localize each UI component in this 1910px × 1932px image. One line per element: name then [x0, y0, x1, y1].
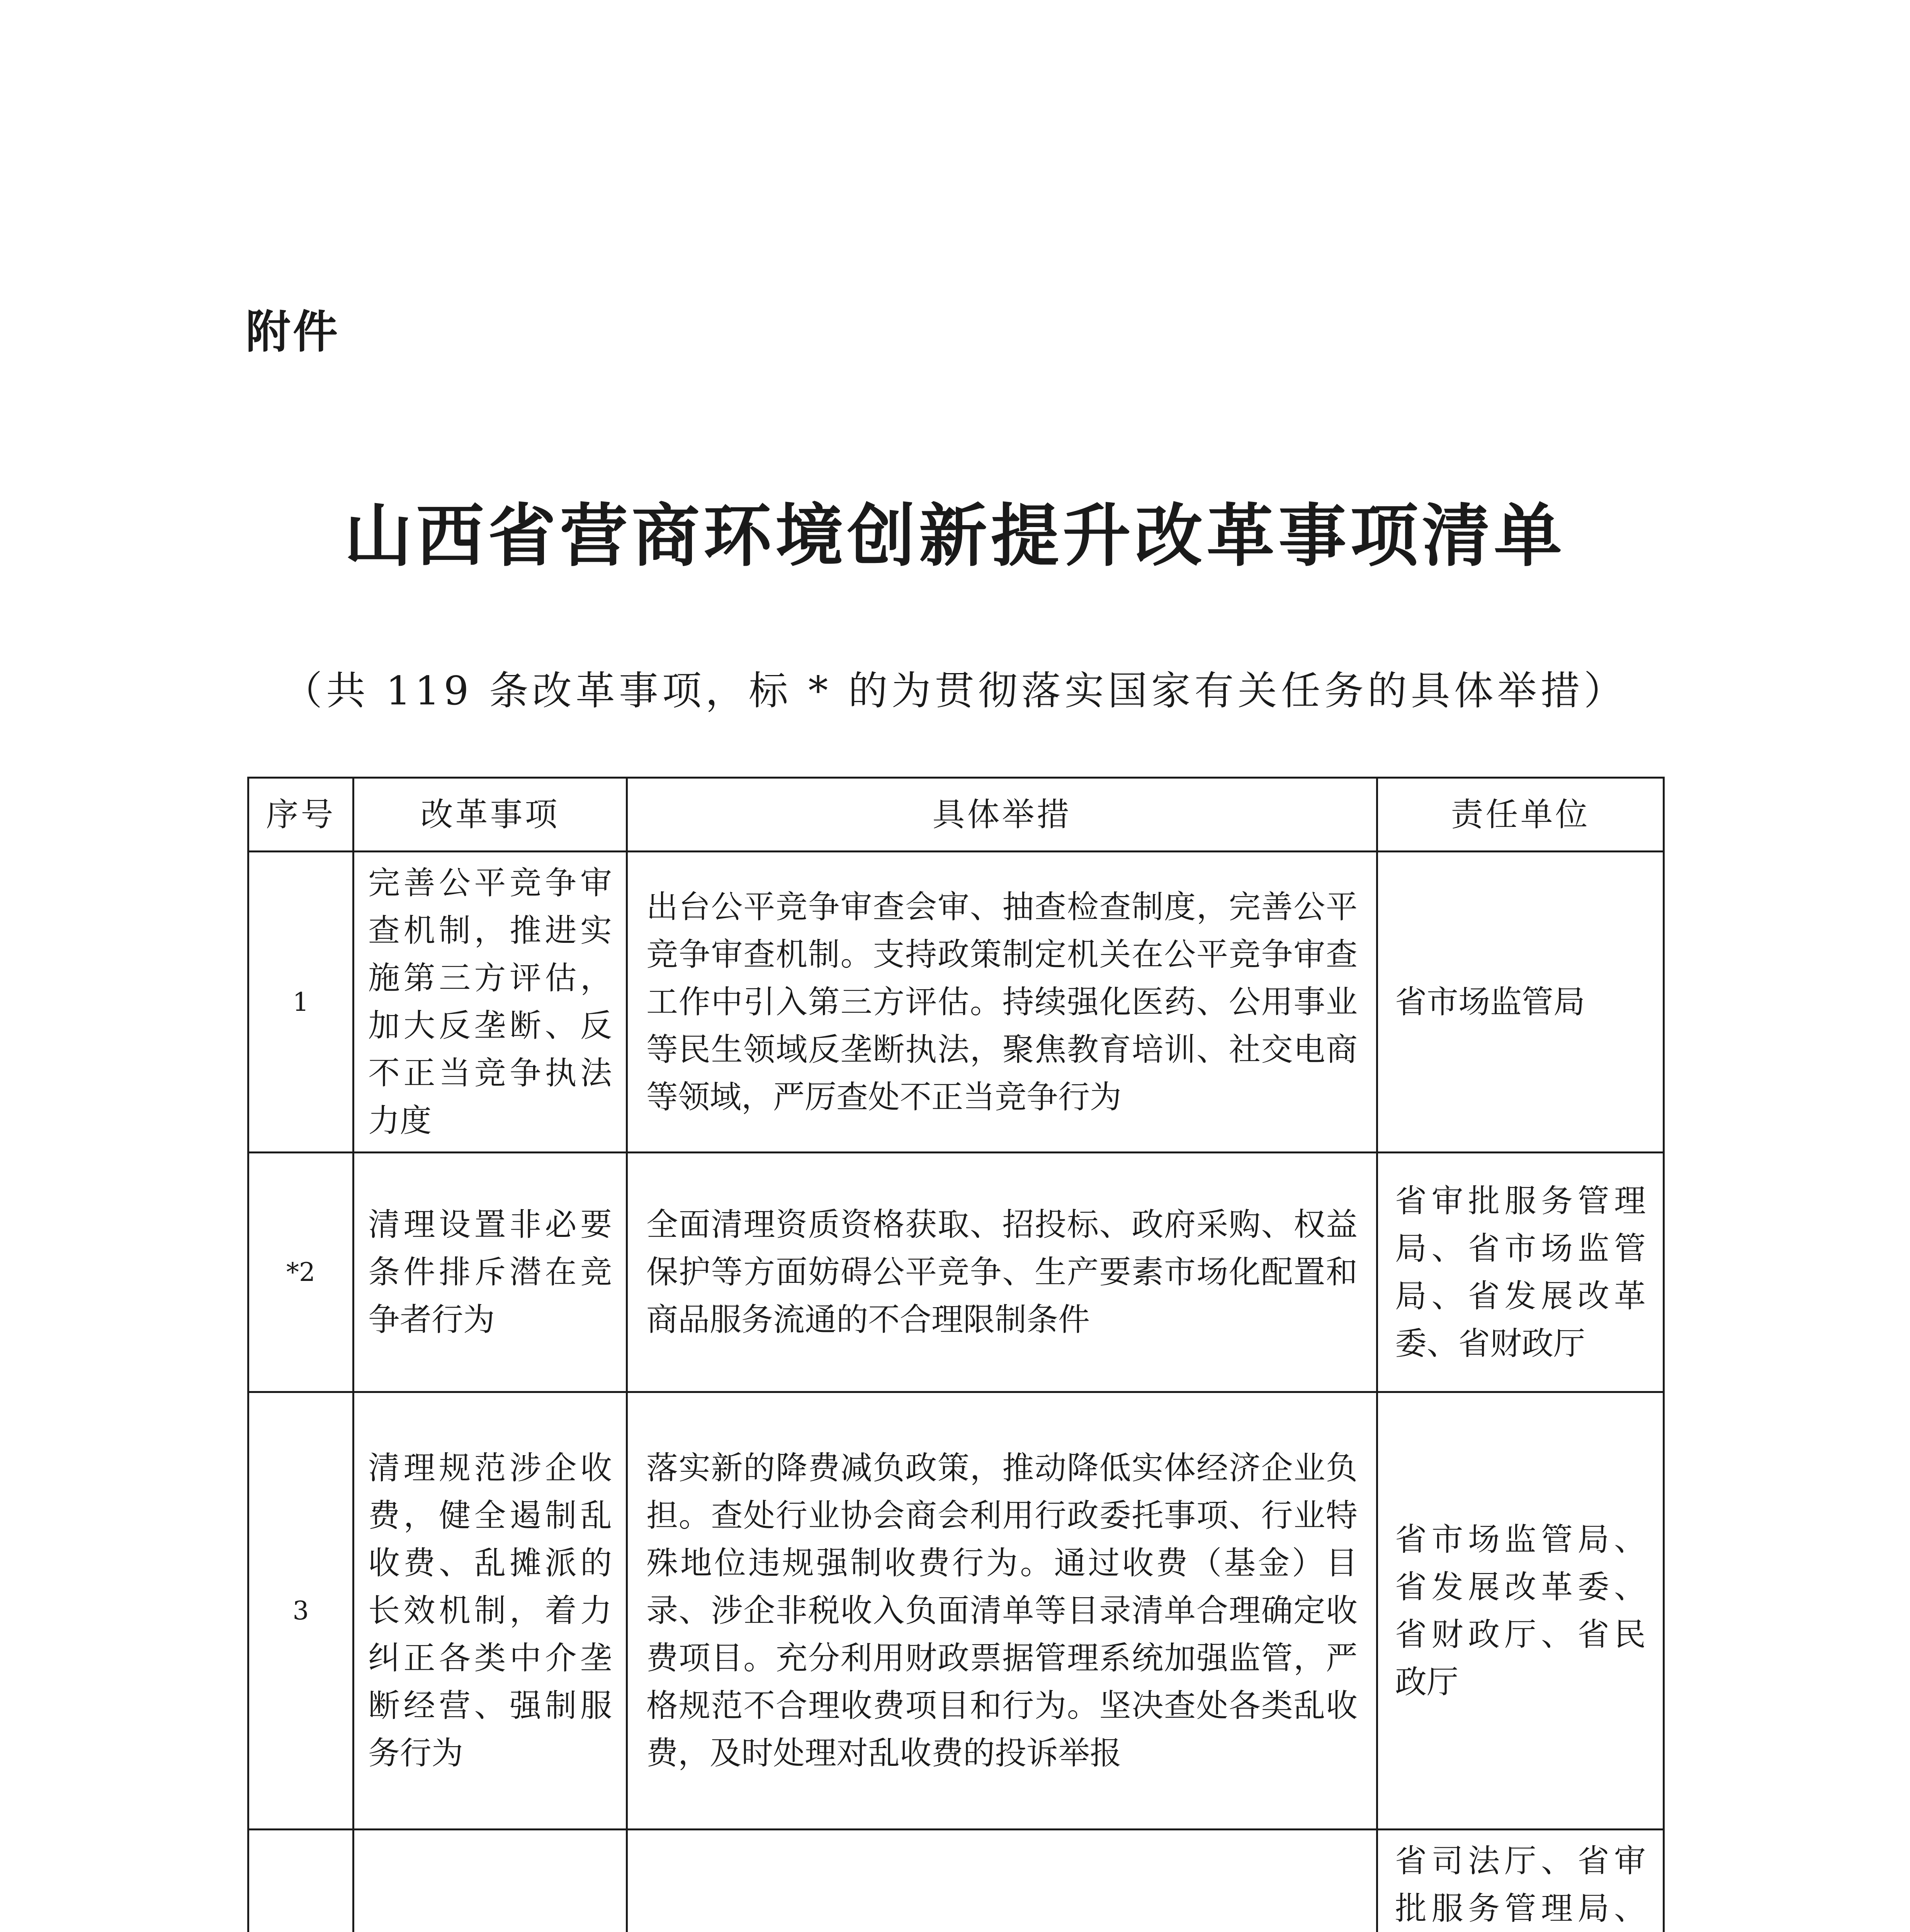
row-measures: 全面清理资质资格获取、招投标、政府采购、权益保护等方面妨碍公平竞争、生产要素市场化配置和商品服务流通的不合理限制条件 — [627, 1153, 1377, 1392]
row-seq — [248, 1830, 353, 1932]
table-header-row — [248, 778, 1664, 852]
table-row — [248, 1830, 1664, 1932]
row-item: 完善公平竞争审查机制，推进实施第三方评估，加大反垄断、反不正当竞争执法力度 — [353, 852, 627, 1153]
attachment-label: 附件 — [246, 306, 340, 358]
row-unit: 省市场监管局 — [1377, 852, 1664, 1153]
table-row — [248, 1392, 1664, 1830]
document-title: 山西省营商环境创新提升改革事项清单 — [344, 496, 1566, 576]
document-subtitle: （共 119 条改革事项，标 * 的为贯彻落实国家有关任务的具体举措） — [283, 668, 1627, 714]
row-measures: 出台公平竞争审查会审、抽查检查制度，完善公平竞争审查机制。支持政策制定机关在公平竞争审查工作中引入第三方评估。持续强化医药、公用事业等民生领域反垄断执法，聚焦教育培训、社交电商等领域，严厉查处不正当竞争行为 — [627, 852, 1377, 1153]
header-seq: 序号 — [248, 778, 353, 852]
row-seq: *2 — [248, 1153, 353, 1392]
header-unit: 责任单位 — [1377, 778, 1664, 852]
row-unit: 省审批服务管理局、省市场监管局、省发展改革委、省财政厅 — [1377, 1153, 1664, 1392]
row-seq: 1 — [248, 852, 353, 1153]
row-unit: 省司法厅、省审批服务管理局、 — [1377, 1830, 1664, 1932]
row-item: 清理设置非必要条件排斥潜在竞争者行为 — [353, 1153, 627, 1392]
header-item: 改革事项 — [353, 778, 627, 852]
table-row — [248, 1153, 1664, 1392]
row-measures — [627, 1830, 1377, 1932]
reform-items-table — [247, 777, 1665, 1932]
row-measures: 落实新的降费减负政策，推动降低实体经济企业负担。查处行业协会商会利用行政委托事项、行业特殊地位违规强制收费行为。通过收费（基金）目录、涉企非税收入负面清单等目录清单合理确定收费项目。充分利用财政票据管理系统加强监管，严格规范不合理收费项目和行为。坚决查处各类乱收费，及时处理对乱收费的投诉举报 — [627, 1392, 1377, 1830]
table-row — [248, 852, 1664, 1153]
row-seq: 3 — [248, 1392, 353, 1830]
row-item — [353, 1830, 627, 1932]
header-measures: 具体举措 — [627, 778, 1377, 852]
row-unit: 省市场监管局、省发展改革委、省财政厅、省民政厅 — [1377, 1392, 1664, 1830]
row-item: 清理规范涉企收费，健全遏制乱收费、乱摊派的长效机制，着力纠正各类中介垄断经营、强制服务行为 — [353, 1392, 627, 1830]
